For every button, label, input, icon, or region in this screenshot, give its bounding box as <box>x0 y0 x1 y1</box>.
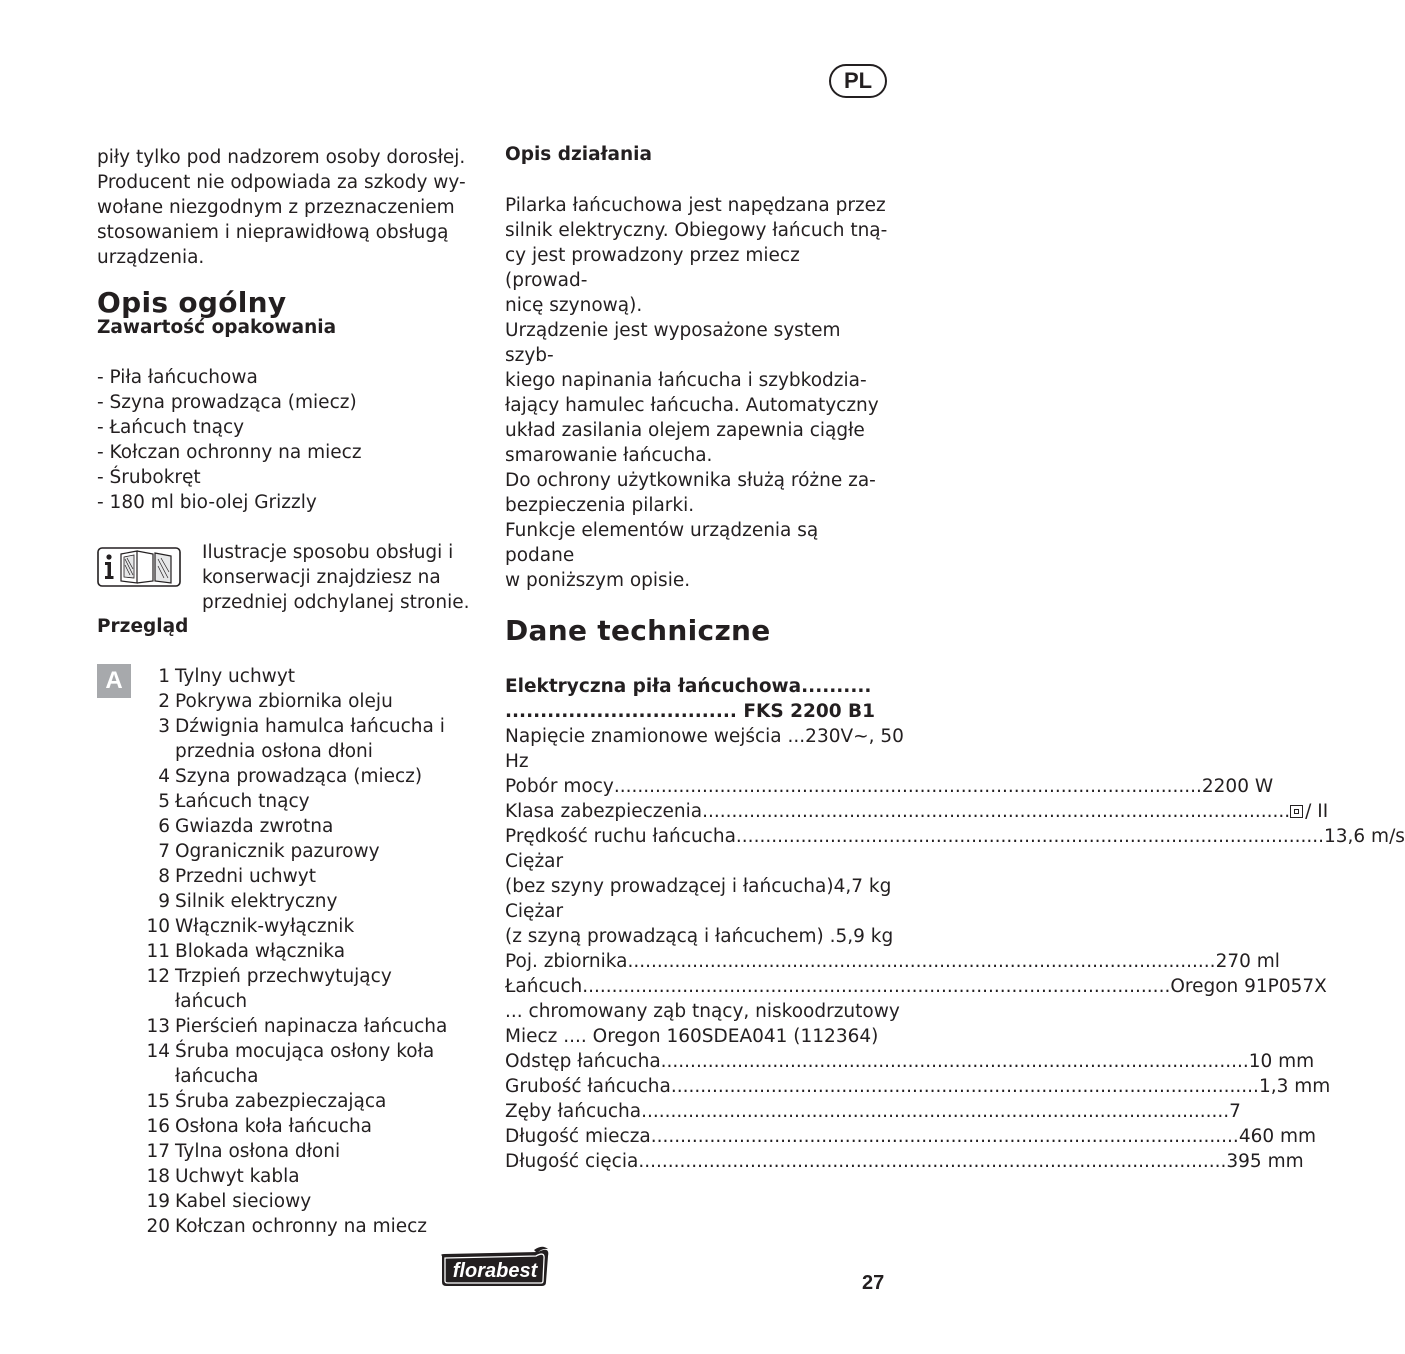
spec-row <box>505 999 900 1024</box>
spec-row <box>505 974 1327 999</box>
info-book-icon <box>97 545 181 589</box>
part-number: 1 <box>158 666 170 687</box>
spec-row <box>505 724 904 749</box>
part-label: przednia osłona dłoni <box>175 741 373 762</box>
spec-label: Napięcie znamionowe wejścia ... <box>505 726 806 747</box>
part-number: 20 <box>146 1216 170 1237</box>
spec-value: 7 <box>1229 1101 1241 1122</box>
part-number: 2 <box>158 691 170 712</box>
part-label: Kabel sieciowy <box>175 1191 312 1212</box>
leader-dots <box>671 1074 1259 1099</box>
spec-label: Długość miecza <box>505 1126 651 1147</box>
part-number: 6 <box>158 816 170 837</box>
list-item <box>97 1164 467 1189</box>
function-heading: Opis działania <box>505 144 652 165</box>
spec-label: Klasa zabezpieczenia <box>505 801 703 822</box>
page-number: 27 <box>862 1272 885 1294</box>
list-item <box>97 1189 467 1214</box>
part-number: 15 <box>146 1091 170 1112</box>
part-number: 5 <box>158 791 170 812</box>
leader-dots <box>702 799 1290 824</box>
spec-value: 460 mm <box>1238 1126 1317 1147</box>
spec-row <box>505 749 888 774</box>
list-item: - Kołczan ochronny na miecz <box>97 442 362 463</box>
spec-row <box>505 1149 1304 1174</box>
part-label: Przedni uchwyt <box>175 866 316 887</box>
list-item <box>97 739 467 764</box>
part-number: 12 <box>146 966 170 987</box>
left-column <box>97 145 470 1239</box>
part-number: 4 <box>158 766 170 787</box>
spec-row <box>505 1024 888 1049</box>
info-note <box>97 540 470 615</box>
info-note-text: Ilustracje sposobu obsługi i konserwacji znajdziesz na przedniej odchylanej stronie. <box>202 542 470 613</box>
spec-value: 395 mm <box>1226 1151 1304 1172</box>
spec-row <box>505 824 1405 849</box>
list-item: - Łańcuch tnący <box>97 417 245 438</box>
specs-table <box>505 724 1405 1174</box>
spec-label: Ciężar <box>505 851 564 872</box>
spec-row <box>505 924 894 949</box>
list-item: - 180 ml bio-olej Grizzly <box>97 492 317 513</box>
part-label: Tylny uchwyt <box>175 666 296 687</box>
part-label: Osłona koła łańcucha <box>175 1116 373 1137</box>
part-label: Dźwignia hamulca łańcucha i <box>175 716 445 737</box>
spec-label: Ciężar <box>505 901 564 922</box>
spec-label: (z szyną prowadzącą i łańcuchem) . <box>505 926 836 947</box>
spec-row <box>505 1049 1315 1074</box>
spec-row <box>505 874 892 899</box>
spec-row <box>505 1074 1331 1099</box>
technical-data-heading: Dane techniczne <box>505 614 771 647</box>
product-name: Elektryczna piła łańcuchowa.......... ................................. FKS 2200 B1 <box>505 676 875 722</box>
spec-value: 10 mm <box>1248 1051 1315 1072</box>
part-number: 19 <box>146 1191 170 1212</box>
svg-text:florabest: florabest <box>452 1260 538 1282</box>
spec-label: Zęby łańcucha <box>505 1101 642 1122</box>
spec-row <box>505 849 888 874</box>
spec-row <box>505 799 1329 824</box>
spec-label: Pobór mocy <box>505 776 614 797</box>
leader-dots <box>641 1099 1229 1124</box>
spec-value: Oregon 91P057X <box>1170 976 1327 997</box>
leader-dots <box>651 1124 1239 1149</box>
part-label: Śruba mocująca osłony koła <box>175 1041 435 1062</box>
spec-label: (bez szyny prowadzącej i łańcucha) <box>505 876 834 897</box>
general-description-heading: Opis ogólny <box>97 286 287 319</box>
spec-label: Prędkość ruchu łańcucha <box>505 826 736 847</box>
list-item <box>97 1139 467 1164</box>
leader-dots <box>614 774 1202 799</box>
part-number: 8 <box>158 866 170 887</box>
list-item <box>97 839 467 864</box>
spec-value: 1,3 mm <box>1258 1076 1331 1097</box>
part-number: 17 <box>146 1141 170 1162</box>
part-label: Gwiazda zwrotna <box>175 816 334 837</box>
list-item <box>97 1039 467 1064</box>
list-item: - Szyna prowadząca (miecz) <box>97 392 357 413</box>
part-label: Kołczan ochronny na miecz <box>175 1216 427 1237</box>
part-label: Ogranicznik pazurowy <box>175 841 380 862</box>
leader-dots <box>736 824 1324 849</box>
part-number: 13 <box>146 1016 170 1037</box>
spec-label: Długość cięcia <box>505 1151 639 1172</box>
part-label: Blokada włącznika <box>175 941 346 962</box>
spec-row <box>505 1124 1317 1149</box>
leader-dots <box>582 974 1170 999</box>
spec-label: Hz <box>505 751 529 772</box>
spec-label: ... chromowany ząb tnący, niskoodrzutowy <box>505 1001 900 1022</box>
part-number <box>97 739 175 764</box>
part-label: Śruba zabezpieczająca <box>175 1091 387 1112</box>
list-item <box>97 1064 467 1089</box>
package-contents-list <box>97 365 467 515</box>
spec-value: 270 ml <box>1215 951 1280 972</box>
list-item <box>97 1114 467 1139</box>
part-label: Tylna osłona dłoni <box>175 1141 341 1162</box>
spec-label: Miecz .... Oregon 160SDEA041 (112364) <box>505 1026 879 1047</box>
list-item: - Śrubokręt <box>97 467 201 488</box>
leader-dots <box>661 1049 1249 1074</box>
right-column <box>505 142 1405 1174</box>
spec-value: 13,6 m/s <box>1323 826 1405 847</box>
part-number: 7 <box>158 841 170 862</box>
part-label: łańcucha <box>175 1066 259 1087</box>
part-label: Pierścień napinacza łańcucha <box>175 1016 448 1037</box>
list-item <box>97 1089 467 1114</box>
spec-label: Łańcuch <box>505 976 583 997</box>
part-number: 16 <box>146 1116 170 1137</box>
part-label: Włącznik-wyłącznik <box>175 916 355 937</box>
figure-a-badge: A <box>97 664 131 698</box>
list-item <box>97 914 467 939</box>
spec-row <box>505 1099 1241 1124</box>
part-number: 14 <box>146 1041 170 1062</box>
spec-label: Odstęp łańcucha <box>505 1051 661 1072</box>
intro-paragraph: piły tylko pod nadzorem osoby dorosłej. Producent nie odpowiada za szkody wy- wołane niezgodnym z przeznaczeniem stosowaniem i nieprawidłową obsługą urządzenia. <box>97 147 466 268</box>
spec-row <box>505 949 1280 974</box>
overview-heading: Przegląd <box>97 616 189 637</box>
list-item <box>97 1014 467 1039</box>
part-number: 9 <box>158 891 170 912</box>
list-item <box>97 814 467 839</box>
list-item <box>97 714 467 739</box>
parts-container <box>97 664 467 1239</box>
list-item <box>97 664 467 689</box>
spec-label: Grubość łańcucha <box>505 1076 671 1097</box>
part-label: Łańcuch tnący <box>175 791 310 812</box>
language-badge: PL <box>829 64 887 98</box>
part-label: Pokrywa zbiornika oleju <box>175 691 393 712</box>
list-item <box>97 964 467 1014</box>
spec-row <box>505 899 888 924</box>
part-number: 18 <box>146 1166 170 1187</box>
protection-class-ii-icon <box>1290 805 1303 818</box>
spec-value: 2200 W <box>1201 776 1274 797</box>
function-description: Pilarka łańcuchowa jest napędzana przez silnik elektryczny. Obiegowy łańcuch tną- cy jest prowadzony przez miecz (prowad- nicę szynową). Urządzenie jest wyposażone system szyb- kiego napinania łańcucha i szybkodzia- łający hamulec łańcucha. Automatyczny układ zasilania olejem zapewnia ciągłe smarowanie łańcucha. Do ochrony użytkownika służą różne za- bezpieczenia pilarki. Funkcje elementów urządzenia są podane w poniższym opisie. <box>505 195 888 591</box>
part-label: Silnik elektryczny <box>175 891 338 912</box>
part-label: Trzpień przechwytujący łańcuch <box>175 966 392 1012</box>
spec-value: 230V~, 50 <box>805 726 904 747</box>
spec-value: / II <box>1305 801 1329 822</box>
part-number: 11 <box>146 941 170 962</box>
leader-dots <box>638 1149 1226 1174</box>
list-item <box>97 1214 467 1239</box>
florabest-logo <box>438 1246 552 1288</box>
spec-label: Poj. zbiornika <box>505 951 628 972</box>
list-item <box>97 689 467 714</box>
list-item <box>97 939 467 964</box>
part-label: Szyna prowadząca (miecz) <box>175 766 423 787</box>
list-item: - Piła łańcuchowa <box>97 367 258 388</box>
part-label: Uchwyt kabla <box>175 1166 300 1187</box>
part-number <box>97 1064 175 1089</box>
part-number: 3 <box>158 716 170 737</box>
leader-dots <box>628 949 1216 974</box>
parts-list <box>97 664 467 1239</box>
list-item <box>97 789 467 814</box>
part-number: 10 <box>146 916 170 937</box>
list-item <box>97 889 467 914</box>
spec-row <box>505 774 1274 799</box>
spec-value: 4,7 kg <box>833 876 892 897</box>
list-item <box>97 764 467 789</box>
spec-value: 5,9 kg <box>835 926 894 947</box>
list-item <box>97 864 467 889</box>
package-contents-heading: Zawartość opakowania <box>97 317 337 338</box>
